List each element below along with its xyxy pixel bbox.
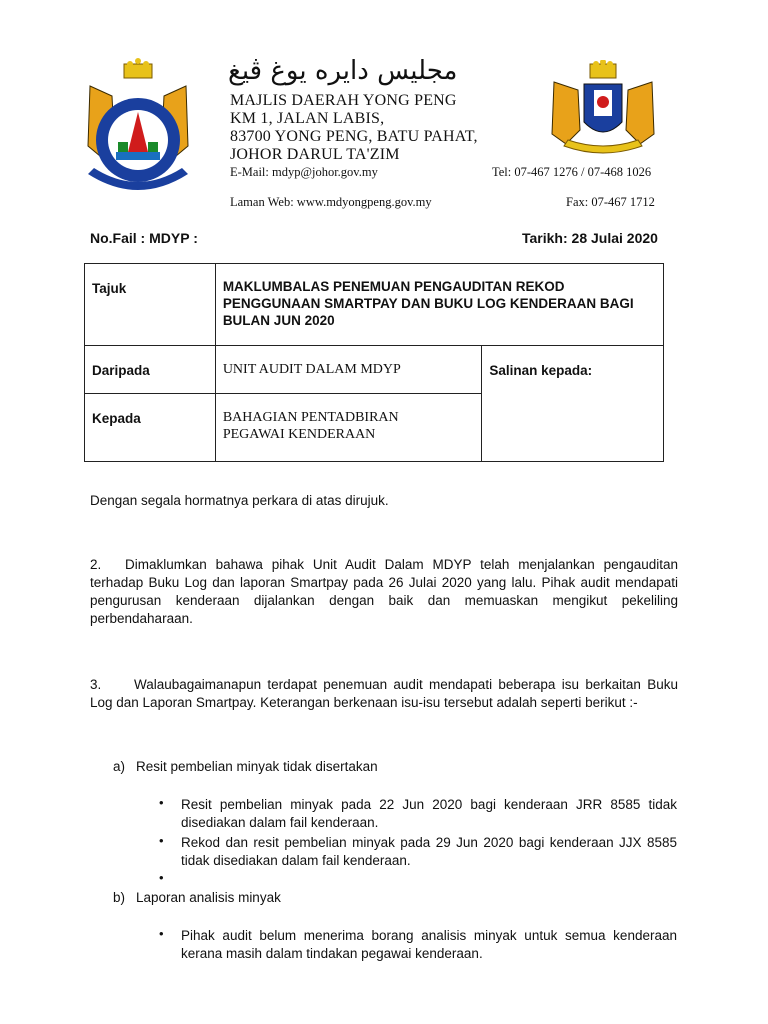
address-line-2: 83700 YONG PENG, BATU PAHAT, <box>230 128 478 145</box>
item-a-bullet-2: Rekod dan resit pembelian minyak pada 29 Jun 2020 bagi kenderaan JJX 8585 tidak disediakan dalam fail kenderaan. <box>181 835 677 868</box>
tajuk-label: Tajuk <box>92 281 127 296</box>
kepada-value-cell <box>215 394 482 462</box>
item-b-bullet-1: Pihak audit belum menerima borang analisis minyak untuk semua kenderaan kerana masih dalam tindakan pegawai kenderaan. <box>181 928 677 961</box>
arabic-org-name: مجليس دايره يوغ ڤيغ <box>228 56 458 86</box>
address-line-1: KM 1, JALAN LABIS, <box>230 110 385 127</box>
bullet-glyph: • <box>159 833 164 848</box>
file-number: No.Fail : MDYP : <box>90 230 198 246</box>
paragraph-2-number: 2. <box>90 557 102 572</box>
item-a-title: Resit pembelian minyak tidak disertakan <box>136 759 378 774</box>
telephone: Tel: 07-467 1276 / 07-468 1026 <box>492 165 652 179</box>
paragraph-3-number: 3. <box>90 677 102 692</box>
fax: Fax: 07-467 1712 <box>566 195 655 209</box>
kepada-label-cell <box>85 394 216 462</box>
council-logo <box>82 56 194 196</box>
bullet-glyph: • <box>159 795 164 810</box>
salinan-cell <box>482 346 664 462</box>
org-name: MAJLIS DAERAH YONG PENG <box>230 92 457 109</box>
daripada-value-cell <box>215 346 482 394</box>
greeting: Dengan segala hormatnya perkara di atas dirujuk. <box>90 493 389 508</box>
memo-header-table <box>84 263 664 462</box>
state-crest-logo <box>544 60 662 156</box>
paragraph-3: Walaubagaimanapun terdapat penemuan audit mendapati beberapa isu berkaitan Buku Log dan Laporan Smartpay. Keterangan berkenaan isu-isu tersebut adalah seperti berikut :- <box>90 677 678 710</box>
salinan-label: Salinan kepada: <box>489 363 593 378</box>
item-a-label: a) <box>113 759 126 774</box>
kepada-value-2: PEGAWAI KENDERAAN <box>222 427 376 442</box>
bullet-glyph: • <box>159 926 164 941</box>
item-b-title: Laporan analisis minyak <box>136 890 281 905</box>
bullet-glyph: • <box>159 870 164 885</box>
kepada-label: Kepada <box>92 411 141 426</box>
website: Laman Web: www.mdyongpeng.gov.my <box>230 195 432 209</box>
tajuk-value: MAKLUMBALAS PENEMUAN PENGAUDITAN REKOD PENGGUNAAN SMARTPAY DAN BUKU LOG KENDERAAN BAGI BULAN JUN 2020 <box>222 279 634 328</box>
tajuk-label-cell <box>85 264 216 346</box>
memo-date: Tarikh: 28 Julai 2020 <box>522 230 658 246</box>
address-line-3: JOHOR DARUL TA'ZIM <box>230 146 400 163</box>
daripada-label-cell <box>85 346 216 394</box>
kepada-value-1: BAHAGIAN PENTADBIRAN <box>222 410 399 425</box>
daripada-value: UNIT AUDIT DALAM MDYP <box>222 362 401 377</box>
paragraph-2: Dimaklumkan bahawa pihak Unit Audit Dalam MDYP telah menjalankan pengauditan terhadap Buku Log dan laporan Smartpay pada 26 Julai 2020 yang lalu. Pihak audit mendapati pengurusan kenderaan dijalankan dengan baik dan memuaskan mengikut pekeliling perbendaharaan. <box>90 557 678 626</box>
daripada-label: Daripada <box>92 363 150 378</box>
email: E-Mail: mdyp@johor.gov.my <box>230 165 378 179</box>
item-a-bullet-1: Resit pembelian minyak pada 22 Jun 2020 bagi kenderaan JRR 8585 tidak disediakan dalam fail kenderaan. <box>181 797 677 830</box>
tajuk-value-cell <box>215 264 663 346</box>
item-b-label: b) <box>113 890 126 905</box>
